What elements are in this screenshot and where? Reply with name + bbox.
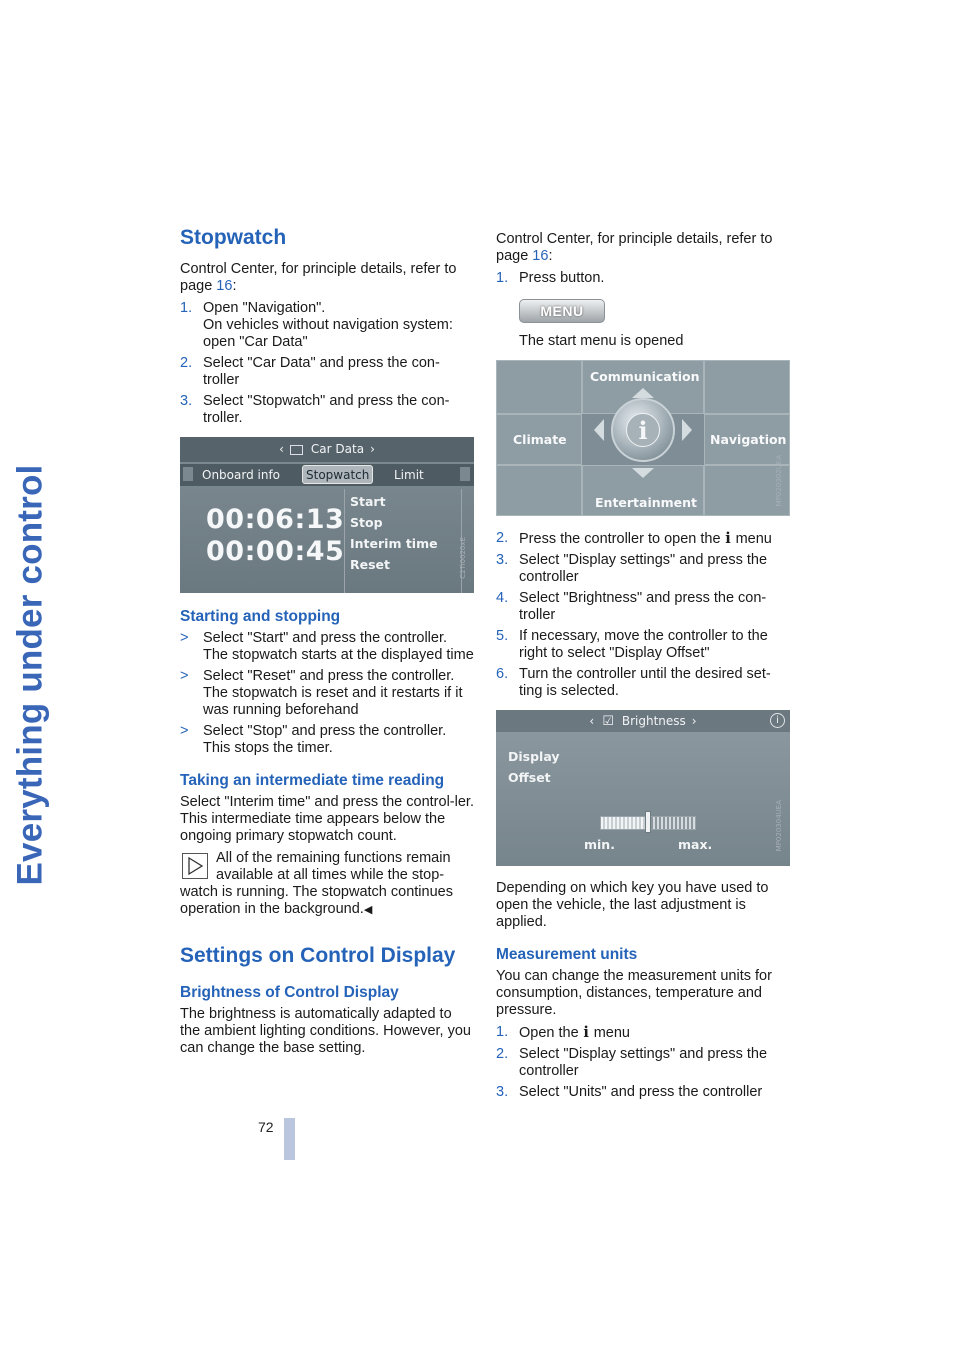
right-column: [496, 231, 790, 1107]
arrow-up-icon: [632, 388, 654, 398]
step-text: Press button.: [519, 270, 605, 286]
arrow-down-icon: [632, 468, 654, 478]
info-icon: i: [626, 413, 660, 447]
step-number: 5.: [496, 628, 509, 644]
bullet-text: Select "Start" and press the controller. The stopwatch starts at the displayed time: [203, 630, 474, 663]
step-text-end: menu: [589, 1025, 630, 1041]
brightness-text: The brightness is automatically adapted to the ambient lighting conditions. However, you can change the base setting.: [180, 1006, 471, 1056]
info-menu-icon: i: [583, 1024, 589, 1041]
image-code: C2Ti0020xE: [459, 537, 467, 579]
menu-item-stop[interactable]: Stop: [350, 515, 383, 530]
step-number: 4.: [496, 590, 509, 606]
step-text: Select "Stopwatch" and press the con-troller.: [203, 393, 450, 426]
bullet-item: [180, 668, 474, 719]
option-offset[interactable]: Offset: [508, 770, 551, 785]
bullet-item: [180, 630, 474, 664]
step-number: 1.: [180, 300, 193, 316]
intermediate-heading: Taking an intermediate time reading: [180, 772, 445, 789]
menu-item-start[interactable]: Start: [350, 494, 386, 509]
step-number: 3.: [496, 552, 509, 568]
step-text: Select "Car Data" and press the con-troller: [203, 355, 440, 388]
menu-button[interactable]: MENU: [519, 299, 605, 323]
stopwatch-intro: [180, 261, 474, 295]
intro-text: Control Center, for principle details, refer to page: [180, 261, 457, 294]
step-item: [496, 1046, 790, 1080]
start-menu-screen: [496, 360, 790, 516]
intro-text: Control Center, for principle details, refer to page: [496, 231, 773, 264]
start-menu-opened: The start menu is opened: [519, 333, 684, 349]
step-text-end: menu: [731, 531, 772, 547]
step-number: 1.: [496, 1024, 509, 1040]
right-steps-first: [496, 270, 790, 287]
note-triangle-icon: [182, 853, 208, 879]
menu-label-climate: Climate: [513, 432, 567, 447]
info-menu-icon: i: [725, 530, 731, 547]
step-item: [496, 1084, 790, 1101]
chevron-left-icon: ‹: [589, 713, 595, 728]
starting-heading: Starting and stopping: [180, 608, 341, 625]
screen-title-bar: [180, 437, 474, 462]
units-steps: [496, 1024, 790, 1101]
bullet-marker: >: [180, 723, 189, 739]
step-number: 6.: [496, 666, 509, 682]
step-text: Select "Display settings" and press the controller: [519, 552, 768, 585]
screen-title-bar: [496, 710, 790, 732]
arrow-left-icon: [594, 419, 604, 441]
starting-bullets: [180, 630, 474, 757]
image-code: MP020304UEA: [775, 800, 783, 852]
chevron-left-icon: ‹: [279, 442, 284, 456]
step-item: [180, 393, 474, 427]
tab-stopwatch[interactable]: Stopwatch: [302, 465, 373, 484]
tab-onboard-info[interactable]: Onboard info: [202, 468, 281, 482]
tab-arrow-left-icon[interactable]: [183, 467, 193, 481]
right-steps: [496, 530, 790, 700]
page-link-16[interactable]: 16: [532, 248, 549, 264]
menu-cell-bottom-left: [496, 465, 582, 516]
chapter-title-vertical: [0, 225, 60, 1125]
step-text: Select "Display settings" and press the controller: [519, 1046, 768, 1079]
units-text: You can change the measurement units for consumption, distances, temperature and pressure.: [496, 968, 772, 1018]
stopwatch-time-interim: 00:00:45: [206, 536, 345, 567]
step-item: [496, 530, 790, 548]
intro-colon: :: [548, 248, 553, 264]
bullet-text: Select "Stop" and press the controller. This stops the timer.: [203, 723, 447, 756]
step-item: [496, 1024, 790, 1042]
step-number: 2.: [180, 355, 193, 371]
tab-arrow-right-icon[interactable]: [460, 467, 470, 481]
step-text: Open the: [519, 1025, 583, 1041]
right-intro: [496, 231, 790, 265]
brightness-slider-knob[interactable]: [645, 811, 651, 833]
bullet-text: Select "Reset" and press the controller. The stopwatch is reset and it restarts if it was running beforehand: [203, 668, 463, 718]
step-item: [496, 666, 790, 700]
slider-max-label: max.: [678, 837, 713, 852]
page-link-16[interactable]: 16: [216, 278, 233, 294]
page-number: 72: [258, 1119, 274, 1135]
step-number: 2.: [496, 530, 509, 546]
units-heading: Measurement units: [496, 946, 638, 963]
step-text: Open "Navigation". On vehicles without navigation system: open "Car Data": [203, 300, 453, 350]
intro-colon: :: [232, 278, 237, 294]
depending-text: Depending on which key you have used to open the vehicle, the last adjustment is applied.: [496, 880, 769, 930]
menu-cell-top-left: [496, 360, 582, 414]
options-icon[interactable]: i: [770, 713, 785, 728]
chapter-title: Everything under control: [10, 464, 50, 886]
screen-tabs: [180, 464, 474, 486]
end-of-section-icon: ◀: [363, 904, 373, 916]
menu-cell-top-right: [704, 360, 790, 414]
intermediate-text: Select "Interim time" and press the control-ler. This intermediate time appears below the ongoing primary stopwatch count.: [180, 794, 474, 844]
settings-heading: Settings on Control Display: [180, 944, 456, 967]
menu-label-communication: Communication: [590, 369, 700, 384]
option-display[interactable]: Display: [508, 749, 560, 764]
step-item: [496, 590, 790, 624]
screen-title: Car Data: [310, 442, 365, 456]
chevron-right-icon: ›: [691, 713, 697, 728]
step-item: [180, 300, 474, 351]
menu-item-interim-time[interactable]: Interim time: [350, 536, 438, 551]
bullet-marker: >: [180, 630, 189, 646]
step-text: Select "Units" and press the controller: [519, 1084, 763, 1100]
screen-title: Brightness: [621, 713, 686, 728]
brightness-screen: [496, 710, 790, 866]
step-item: [496, 270, 790, 287]
page-marker-bar: [284, 1118, 295, 1160]
step-text: Press the controller to open the: [519, 531, 725, 547]
menu-label-entertainment: Entertainment: [595, 495, 698, 510]
note-block: [180, 850, 474, 919]
step-number: 3.: [180, 393, 193, 409]
bullet-marker: >: [180, 668, 189, 684]
note-text: All of the remaining functions remain available at all times while the stop-watch is running. The stopwatch continues operation in the background.: [180, 850, 453, 917]
stopwatch-menu: [344, 489, 462, 593]
stopwatch-time-primary: 00:06:13: [206, 504, 345, 535]
menu-item-reset[interactable]: Reset: [350, 557, 390, 572]
slider-min-label: min.: [584, 837, 615, 852]
step-number: 1.: [496, 270, 509, 286]
step-number: 3.: [496, 1084, 509, 1100]
arrow-right-icon: [682, 419, 692, 441]
image-code: MP020302UEA: [775, 455, 783, 507]
controller-dial[interactable]: [611, 398, 675, 462]
brightness-check-icon: ☑: [602, 713, 614, 729]
brightness-heading: Brightness of Control Display: [180, 984, 399, 1001]
step-text: Select "Brightness" and press the con-troller: [519, 590, 767, 623]
step-item: [496, 552, 790, 586]
step-number: 2.: [496, 1046, 509, 1062]
menu-label-navigation: Navigation: [710, 432, 787, 447]
step-item: [180, 355, 474, 389]
stopwatch-heading: Stopwatch: [180, 226, 287, 249]
stopwatch-steps: [180, 300, 474, 427]
step-text: Turn the controller until the desired set-ting is selected.: [519, 666, 771, 699]
brightness-slider-fill: [601, 817, 649, 829]
step-item: [496, 628, 790, 662]
left-column: [180, 225, 474, 1062]
tab-limit[interactable]: Limit: [394, 468, 424, 482]
chevron-right-icon: ›: [370, 442, 375, 456]
monitor-icon: [290, 445, 303, 455]
stopwatch-screen: [180, 437, 474, 593]
step-text: If necessary, move the controller to the right to select "Display Offset": [519, 628, 768, 661]
bullet-item: [180, 723, 474, 757]
